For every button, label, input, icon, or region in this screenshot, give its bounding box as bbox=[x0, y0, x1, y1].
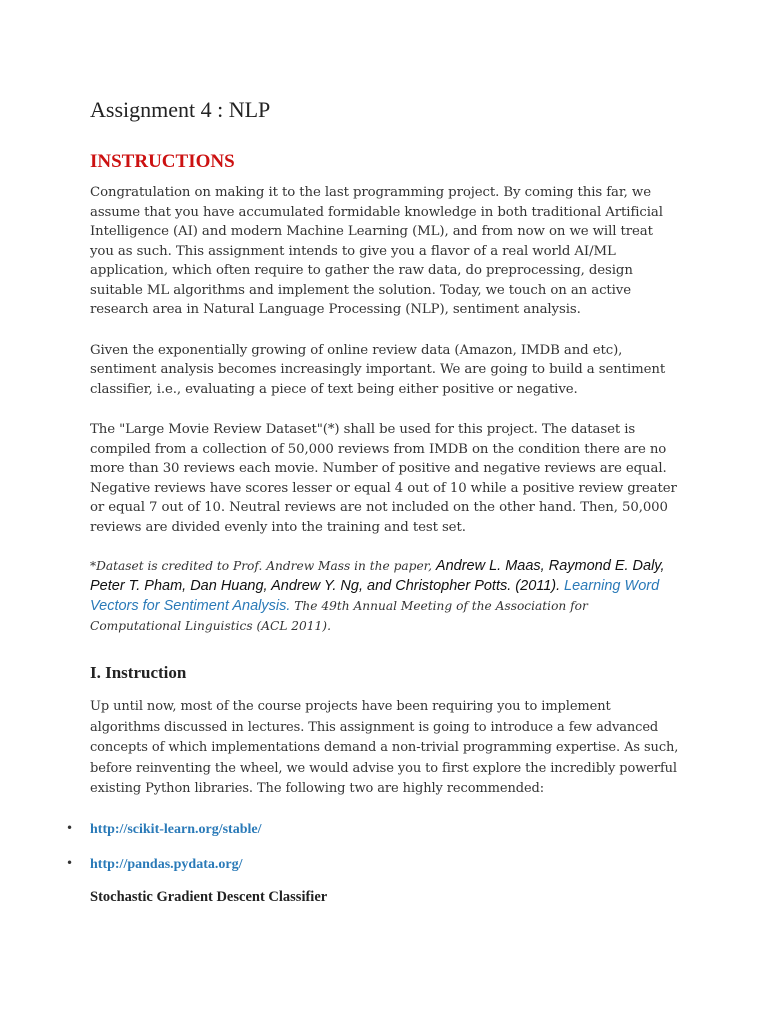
scikit-learn-link[interactable]: http://scikit-learn.org/stable/ bbox=[90, 821, 262, 837]
bullet-icon: • bbox=[66, 820, 74, 835]
library-links-list bbox=[66, 819, 680, 874]
credit-authors: Andrew L. Maas, Raymond E. Daly, Peter T. Pham, Dan Huang, Andrew Y. Ng, and Christopher Potts. (2011). bbox=[90, 558, 665, 594]
intro-paragraph: Congratulation on making it to the last programming project. By coming this far, we assume that you have accumulated formidable knowledge in both traditional Artificial Intelligence (AI) and modern Machine Learning (ML), and from now on we will treat you as such. This assignment intends to give you a flavor of a real world AI/ML application, which often require to gather the raw data, do preprocessing, design suitable ML algorithms and implement the solution. Today, we touch on an active research area in Natural Language Processing (NLP), sentiment analysis. bbox=[90, 185, 663, 317]
section-instruction-heading: I. Instruction bbox=[90, 663, 187, 682]
document-page bbox=[66, 96, 680, 906]
credit-venue: The 49th Annual Meeting of the Association for Computational Linguistics (ACL 2011). bbox=[90, 599, 588, 633]
dataset-paragraph: The "Large Movie Review Dataset"(*) shall be used for this project. The dataset is compiled from a collection of 50,000 reviews from IMDB on the condition there are no more than 30 reviews each movie. Number of positive and negative reviews are equal. Negative reviews have scores lesser or equal 4 out of 10 while a positive review greater or equal 7 out of 10. Neutral reviews are not included on the other hand. Then, 50,000 reviews are divided evenly into the training and test set. bbox=[90, 422, 677, 535]
sentiment-paragraph: Given the exponentially growing of online review data (Amazon, IMDB and etc), sentiment analysis becomes increasingly important. We are going to build a sentiment classifier, i.e., evaluating a piece of text being either positive or negative. bbox=[90, 342, 666, 397]
sgd-classifier-heading: Stochastic Gradient Descent Classifier bbox=[90, 888, 328, 905]
credit-prefix: *Dataset is credited to Prof. Andrew Mass in the paper, bbox=[90, 559, 436, 573]
libraries-paragraph: Up until now, most of the course projects have been requiring you to implement algorithms discussed in lectures. This assignment is going to introduce a few advanced concepts of which implementations demand a non-trivial programming expertise. As such, before reinventing the wheel, we would advise you to first explore the incredibly powerful existing Python libraries. The following two are highly recommended: bbox=[90, 699, 679, 796]
page-title: Assignment 4 : NLP bbox=[90, 97, 271, 122]
pandas-link[interactable]: http://pandas.pydata.org/ bbox=[90, 856, 243, 872]
instructions-heading: INSTRUCTIONS bbox=[90, 151, 235, 172]
list-item bbox=[66, 819, 680, 839]
paper-title-link[interactable]: Learning Word Vectors for Sentiment Analysis. bbox=[90, 578, 660, 614]
list-item bbox=[66, 854, 680, 874]
bullet-icon: • bbox=[66, 855, 74, 870]
dataset-credit-note bbox=[90, 556, 680, 636]
